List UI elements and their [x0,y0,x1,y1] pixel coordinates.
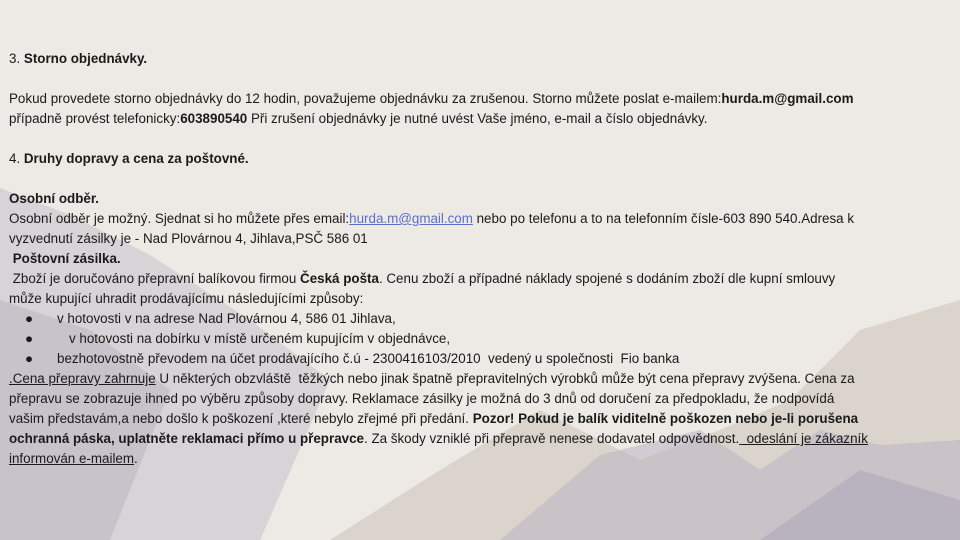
storno-email: hurda.m@gmail.com [721,91,854,106]
cena-line-2: přepravu se zobrazuje ihned po výběru způsoby dopravy. Reklamace zásilky je možná do 3 dnů od doručení za předpokladu, že nodpovídá [9,391,835,406]
postovni-line-1: Zboží je doručováno přepravní balíkovou firmou Česká pošta. Cenu zboží a případné náklady spojené s dodáním zboží dle kupní smlouvy [9,271,836,286]
cena-line-1: .Cena přepravy zahrnuje U některých obzvláště těžkých nebo jinak špatně přepravitelných výrobků může být cena přepravy zvýšena. Cena za [9,371,855,386]
cena-line-4: ochranná páska, uplatněte reklamaci přímo u přepravce. Za škody vzniklé při přepravě nenese dodavatel odpovědnost. odeslání je zákazník [9,431,868,446]
cena-line-5: informován e-mailem. [9,451,138,466]
storno-paragraph-line-1: Pokud provedete storno objednávky do 12 hodin, považujeme objednávku za zrušenou. Storno můžete poslat e-mailem:hurda.m@gmail.com [9,91,854,106]
postovni-line-2: může kupující uhradit prodávajícímu následujícími způsoby: [9,291,364,306]
storno-paragraph-line-2: případně provést telefonicky:603890540 Při zrušení objednávky je nutné uvést Vaše jméno, e-mail a číslo objednávky. [9,111,708,126]
bullet-icon: ● [25,331,34,346]
storno-phone: 603890540 [180,111,248,126]
osobni-odber-line-2: vyzvednutí zásilky je - Nad Plovárnou 4, Jihlava,PSČ 586 01 [9,231,368,246]
osobni-odber-line-1: Osobní odběr je možný. Sjednat si ho můžete přes email:hurda.m@gmail.com nebo po telefonu a to na telefonním čísle-603 890 540.Adresa k [9,211,855,226]
section-doprava-heading: 4. Druhy dopravy a cena za poštovné. [9,151,249,166]
carrier-name: Česká pošta [300,271,379,286]
osobni-odber-heading: Osobní odběr. [9,191,100,206]
postovni-zasilka-heading: Poštovní zásilka. [9,251,121,266]
cena-line-3: vašim představám,a nebo došlo k poškození ,které nebylo zřejmé při předání. Pozor! Pokud je balík viditelně poškozen nebo je-li porušena [9,411,859,426]
section-storno-heading: 3. Storno objednávky. [9,51,148,66]
bullet-icon: ● [25,311,34,326]
bullet-icon: ● [25,351,34,366]
email-link[interactable]: hurda.m@gmail.com [349,211,473,226]
